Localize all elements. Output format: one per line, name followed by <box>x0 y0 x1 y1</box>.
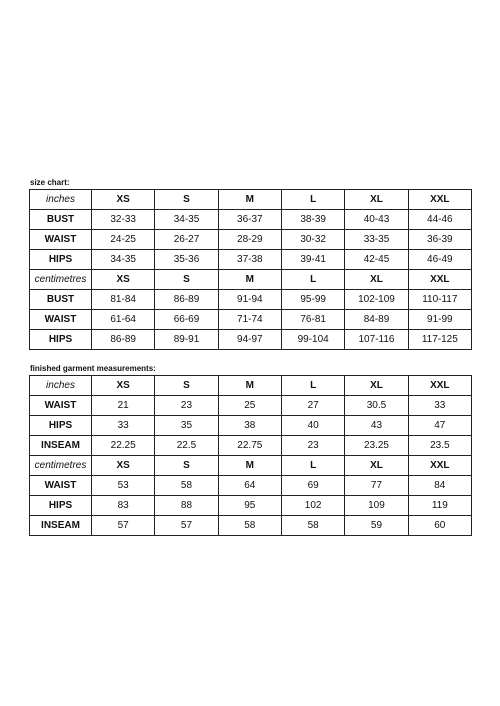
size-header: XS <box>92 376 155 396</box>
measurement-value: 30.5 <box>345 396 408 416</box>
measurement-value: 44-46 <box>408 210 471 230</box>
measurement-value: 43 <box>345 416 408 436</box>
table-row <box>30 210 472 230</box>
unit-label: centimetres <box>30 456 92 476</box>
garment-measurements-title: finished garment measurements: <box>30 364 156 373</box>
table-row <box>30 396 472 416</box>
measurement-value: 23 <box>155 396 218 416</box>
measurement-value: 27 <box>281 396 344 416</box>
table-row <box>30 310 472 330</box>
measurement-value: 24-25 <box>92 230 155 250</box>
measurement-value: 58 <box>281 516 344 536</box>
measurement-label: HIPS <box>30 416 92 436</box>
size-header: XL <box>345 456 408 476</box>
size-header: S <box>155 456 218 476</box>
measurement-value: 76-81 <box>281 310 344 330</box>
measurement-label: WAIST <box>30 230 92 250</box>
measurement-value: 109 <box>345 496 408 516</box>
measurement-value: 110-117 <box>408 290 471 310</box>
measurement-value: 58 <box>218 516 281 536</box>
table-header-row <box>30 376 472 396</box>
measurement-value: 23.5 <box>408 436 471 456</box>
measurement-value: 33 <box>408 396 471 416</box>
size-header: XXL <box>408 456 471 476</box>
size-header: XS <box>92 456 155 476</box>
size-header: XXL <box>408 270 471 290</box>
measurement-value: 23.25 <box>345 436 408 456</box>
measurement-value: 37-38 <box>218 250 281 270</box>
table-header-row <box>30 456 472 476</box>
size-header: L <box>281 270 344 290</box>
measurement-value: 66-69 <box>155 310 218 330</box>
measurement-value: 86-89 <box>155 290 218 310</box>
measurement-value: 95-99 <box>281 290 344 310</box>
measurement-value: 22.75 <box>218 436 281 456</box>
size-header: L <box>281 376 344 396</box>
measurement-value: 102 <box>281 496 344 516</box>
size-header: XL <box>345 270 408 290</box>
measurement-value: 107-116 <box>345 330 408 350</box>
table-row <box>30 476 472 496</box>
measurement-value: 61-64 <box>92 310 155 330</box>
table-row <box>30 330 472 350</box>
size-header: M <box>218 456 281 476</box>
measurement-value: 71-74 <box>218 310 281 330</box>
size-header: M <box>218 190 281 210</box>
size-chart-title: size chart: <box>30 178 70 187</box>
measurement-value: 38-39 <box>281 210 344 230</box>
measurement-value: 21 <box>92 396 155 416</box>
measurement-value: 84-89 <box>345 310 408 330</box>
garment-centimetres-table <box>29 455 472 536</box>
size-header: L <box>281 190 344 210</box>
measurement-value: 40 <box>281 416 344 436</box>
measurement-value: 38 <box>218 416 281 436</box>
size-header: XS <box>92 270 155 290</box>
measurement-label: BUST <box>30 290 92 310</box>
table-row <box>30 496 472 516</box>
measurement-value: 95 <box>218 496 281 516</box>
table-row <box>30 416 472 436</box>
measurement-value: 26-27 <box>155 230 218 250</box>
size-header: M <box>218 376 281 396</box>
table-row <box>30 290 472 310</box>
measurement-value: 25 <box>218 396 281 416</box>
measurement-value: 22.25 <box>92 436 155 456</box>
measurement-value: 88 <box>155 496 218 516</box>
measurement-value: 30-32 <box>281 230 344 250</box>
table-row <box>30 230 472 250</box>
size-header: M <box>218 270 281 290</box>
measurement-value: 83 <box>92 496 155 516</box>
table-row <box>30 250 472 270</box>
size-header: S <box>155 270 218 290</box>
size-chart-centimetres-table <box>29 269 472 350</box>
unit-label: centimetres <box>30 270 92 290</box>
measurement-value: 22.5 <box>155 436 218 456</box>
measurement-value: 53 <box>92 476 155 496</box>
measurement-value: 81-84 <box>92 290 155 310</box>
size-header: XXL <box>408 190 471 210</box>
measurement-value: 32-33 <box>92 210 155 230</box>
measurement-label: WAIST <box>30 310 92 330</box>
size-header: XXL <box>408 376 471 396</box>
measurement-value: 119 <box>408 496 471 516</box>
measurement-value: 91-99 <box>408 310 471 330</box>
size-chart-inches-table <box>29 189 472 270</box>
measurement-value: 28-29 <box>218 230 281 250</box>
measurement-value: 35-36 <box>155 250 218 270</box>
measurement-value: 117-125 <box>408 330 471 350</box>
measurement-label: HIPS <box>30 496 92 516</box>
measurement-value: 102-109 <box>345 290 408 310</box>
size-header: S <box>155 376 218 396</box>
measurement-value: 58 <box>155 476 218 496</box>
measurement-value: 77 <box>345 476 408 496</box>
unit-label: inches <box>30 376 92 396</box>
measurement-value: 84 <box>408 476 471 496</box>
measurement-value: 40-43 <box>345 210 408 230</box>
measurement-value: 33 <box>92 416 155 436</box>
measurement-value: 39-41 <box>281 250 344 270</box>
measurement-value: 36-39 <box>408 230 471 250</box>
table-header-row <box>30 190 472 210</box>
measurement-value: 33-35 <box>345 230 408 250</box>
measurement-label: BUST <box>30 210 92 230</box>
garment-inches-table <box>29 375 472 456</box>
table-row <box>30 436 472 456</box>
measurement-label: HIPS <box>30 250 92 270</box>
table-header-row <box>30 270 472 290</box>
measurement-label: WAIST <box>30 396 92 416</box>
size-header: XS <box>92 190 155 210</box>
measurement-value: 23 <box>281 436 344 456</box>
measurement-value: 34-35 <box>155 210 218 230</box>
unit-label: inches <box>30 190 92 210</box>
measurement-value: 59 <box>345 516 408 536</box>
measurement-value: 91-94 <box>218 290 281 310</box>
measurement-value: 94-97 <box>218 330 281 350</box>
measurement-label: HIPS <box>30 330 92 350</box>
measurement-value: 47 <box>408 416 471 436</box>
measurement-value: 69 <box>281 476 344 496</box>
measurement-value: 35 <box>155 416 218 436</box>
size-header: XL <box>345 376 408 396</box>
measurement-value: 64 <box>218 476 281 496</box>
size-header: XL <box>345 190 408 210</box>
measurement-value: 57 <box>155 516 218 536</box>
size-header: S <box>155 190 218 210</box>
measurement-value: 57 <box>92 516 155 536</box>
measurement-value: 89-91 <box>155 330 218 350</box>
measurement-value: 60 <box>408 516 471 536</box>
table-row <box>30 516 472 536</box>
measurement-value: 86-89 <box>92 330 155 350</box>
measurement-value: 99-104 <box>281 330 344 350</box>
measurement-label: INSEAM <box>30 436 92 456</box>
measurement-label: INSEAM <box>30 516 92 536</box>
measurement-value: 42-45 <box>345 250 408 270</box>
measurement-value: 46-49 <box>408 250 471 270</box>
measurement-value: 36-37 <box>218 210 281 230</box>
measurement-value: 34-35 <box>92 250 155 270</box>
size-header: L <box>281 456 344 476</box>
measurement-label: WAIST <box>30 476 92 496</box>
